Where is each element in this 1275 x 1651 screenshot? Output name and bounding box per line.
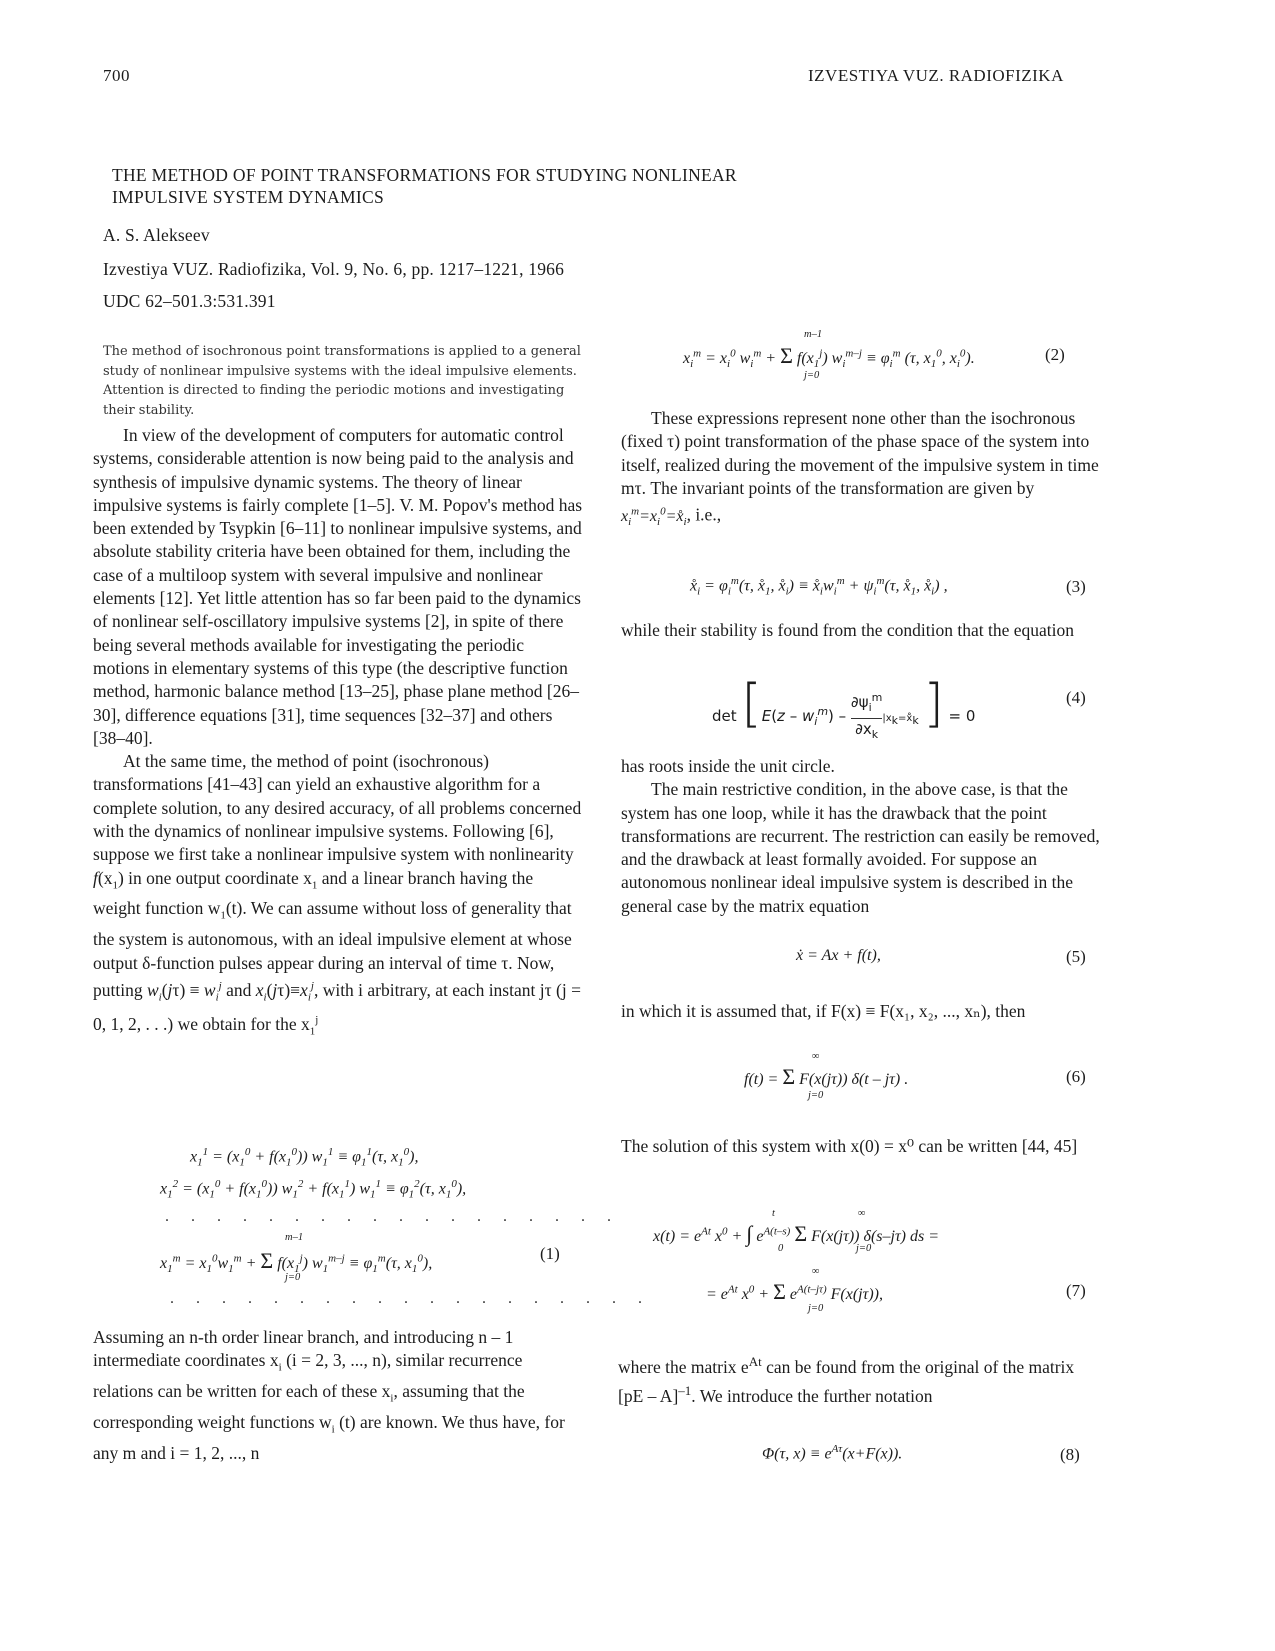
right-column-middle xyxy=(621,755,1103,918)
equation-7-sum2-lower: j=0 xyxy=(808,1303,824,1314)
invariant-points-line: $x_i^m=x_i^0=x̊_i$, i.e., xyxy=(621,504,722,528)
paragraph-isochronous: These expressions represent none other than the isochronous (fixed τ) point transformation of the phase space of the system into itself, realized during the movement of the impulsive system in time mτ. The invariant points of the transformation are given by xyxy=(621,408,1099,498)
equation-1-dots-2: . . . . . . . . . . . . . . . . . . . xyxy=(170,1290,651,1307)
abstract: The method of isochronous point transformations is applied to a general study of nonlinear impulsive systems with the ideal impulsive elements. Attention is directed to finding the periodic motions and investigating their stability. xyxy=(103,344,581,418)
equation-5-number: (5) xyxy=(1066,947,1086,966)
udc-code: UDC 62–501.3:531.391 xyxy=(103,291,276,311)
equation-1-sum-lower: j=0 xyxy=(285,1272,301,1283)
left-column xyxy=(93,424,583,1044)
equation-8-number: (8) xyxy=(1060,1445,1080,1464)
equation-7-line-1: $x(t) = e^{At}$ $x^0$ + ∫ $e^{A(t-s)}$ Σ F(x(jτ)) δ(s–jτ) ds = xyxy=(653,1221,940,1246)
paragraph-unit-circle: has roots inside the unit circle. xyxy=(621,756,835,776)
paragraph-restrictive: The main restrictive condition, in the above case, is that the system has one loop, while it has the drawback that the point transformations are recurrent. The restriction can easily be removed, and the drawback at least formally avoided. For suppose an autonomous nonlinear ideal impulsive system is described in the general case by the matrix equation xyxy=(621,779,1100,916)
equation-4: $\det [E(z - w_i^m)$ – $\partial\psi_i^m$ $\partial x_k$ $|x_k=x̊_k$ ] = 0 xyxy=(712,674,976,741)
equation-3-number: (3) xyxy=(1066,577,1086,596)
title-line-2: IMPULSIVE SYSTEM DYNAMICS xyxy=(112,187,384,207)
equation-1-line-m: $x_1^m = x_1^0w_1^m + \Sigma$ $f(x_1^j) w_1^{m-j} \equiv \varphi_1^m(\tau$, $x_1^0$), xyxy=(160,1248,433,1276)
equation-2-sum-lower: j=0 xyxy=(804,370,820,381)
equation-7-int-upper: t xyxy=(772,1208,775,1219)
equation-2: $x_i^m = x_i^0$ $w_i^m + \Sigma$ $f(x_1^j) w_i^{m-j} \equiv \varphi_i^m$ (τ, $x_1^0$, $x_i^0$). xyxy=(683,343,975,371)
solution-text xyxy=(621,1135,1103,1158)
equation-7-sum-lower: j=0 xyxy=(856,1243,872,1254)
paragraph-nth-order: Assuming an n-th order linear branch, and introducing n – 1 intermediate coordinates $x_i$ (i = 2, 3, ..., n), similar recurrence relations can be written for each of these $x_i$, assuming that the corresponding weight functions $w_i$ (t) are known. We thus have, for any m and i = 1, 2, ..., n xyxy=(93,1327,565,1463)
stability-condition-text xyxy=(621,619,1103,642)
equation-6-number: (6) xyxy=(1066,1067,1086,1086)
equation-1-sum-upper: m–1 xyxy=(285,1232,304,1243)
paragraph-intro: In view of the development of computers for automatic control systems, considerable attention is now being paid to the analysis and synthesis of impulsive dynamic systems. The theory of linear impulsive systems is fairly complete [1–5]. V. M. Popov's method has been extended by Tsypkin [6–11] to nonlinear impulsive systems, and absolute stability criteria have been obtained for them, including the case of a multiloop system with several impulsive and nonlinear elements [12]. Yet little attention has so far been paid to the dynamics of nonlinear self-oscillatory impulsive systems [2], in spite of there being several methods available for investigating the periodic motions in elementary systems of this type (the descriptive function method, harmonic balance method [13–25], phase plane method [26–30], difference equations [31], time sequences [32–37] and others [38–40]. xyxy=(93,425,583,748)
citation: Izvestiya VUZ. Radiofizika, Vol. 9, No. 6, pp. 1217–1221, 1966 xyxy=(103,259,565,279)
equation-1-dots-1: . . . . . . . . . . . . . . . . . . xyxy=(165,1208,620,1225)
paragraph-matrix: where the matrix $e^{At}$ can be found from the original of the matrix [pE – A]$^{-1}$. We introduce the further notation xyxy=(618,1354,1075,1406)
right-column-top xyxy=(621,407,1103,534)
title-line-1: THE METHOD OF POINT TRANSFORMATIONS FOR STUDYING NONLINEAR xyxy=(112,165,737,185)
equation-6: f(t) = Σ F(x(jτ)) δ(t – jτ) . xyxy=(744,1064,909,1089)
equation-6-sum-upper: ∞ xyxy=(812,1051,820,1062)
article-title xyxy=(112,164,872,208)
equation-7-int-lower: 0 xyxy=(778,1243,784,1254)
left-column-bottom xyxy=(93,1326,583,1465)
page-number: 700 xyxy=(103,66,130,85)
paragraph-stability: while their stability is found from the condition that the equation xyxy=(621,620,1074,640)
equation-7-sum2-upper: ∞ xyxy=(812,1266,820,1277)
equation-6-sum-lower: j=0 xyxy=(808,1090,824,1101)
equation-2-sum-upper: m–1 xyxy=(804,329,823,340)
journal-name: IZVESTIYA VUZ. RADIOFIZIKA xyxy=(808,66,1064,85)
assumption-text xyxy=(621,1000,1103,1023)
equation-1-line-1: $x_1^1 = (x_1^0 + f(x_1^0)) w_1^1 \equiv \varphi_1^1(\tau$, $x_1^0$), xyxy=(190,1146,419,1169)
equation-7-line-2: = $e^{At}$ $x^0 + \Sigma$ $e^{A(t-j\tau)}$ F(x(jτ)), xyxy=(706,1279,883,1304)
equation-7-number: (7) xyxy=(1066,1281,1086,1300)
equation-3: $x̊_i = \varphi_i^m(\tau$, $x̊_1$, $x̊_i$) ≡ $x̊_iw_i^m + \psi_i^m(\tau$, $x̊_1$, $x̊_i$) , xyxy=(690,575,948,598)
equation-7-sum-upper: ∞ xyxy=(858,1208,866,1219)
equation-1-line-2: $x_1^2 = (x_1^0 + f(x_1^0)) w_1^2 + f(x_1^1) w_1^1 \equiv \varphi_1^2(\tau$, $x_1^0$), xyxy=(160,1178,467,1201)
paragraph-assumption: in which it is assumed that, if F(x) ≡ F(x₁, x₂, ..., xₙ), then xyxy=(621,1001,1026,1021)
equation-8: Φ(τ, $x) \equiv e^{A\tau}(x+F(x))$. xyxy=(762,1443,903,1463)
paragraph-solution: The solution of this system with x(0) = x⁰ can be written [44, 45] xyxy=(621,1136,1078,1156)
equation-1-number: (1) xyxy=(540,1244,560,1263)
equation-5: ẋ = Ax + f(t), xyxy=(796,947,881,964)
equation-4-number: (4) xyxy=(1066,688,1086,707)
author: A. S. Alekseev xyxy=(103,225,210,245)
matrix-text xyxy=(618,1350,1100,1408)
paragraph-method: At the same time, the method of point (isochronous) transformations [41–43] can yield an exhaustive algorithm for a complete solution, to any desired accuracy, of all problems concerned with the dynamics of nonlinear impulsive systems. Following [6], suppose we first take a nonlinear impulsive system with nonlinearity $f(x_1)$ in one output coordinate $x_1$ and a linear branch having the weight function $w_1(t)$. We can assume without loss of generality that the system is autonomous, with an ideal impulsive element at whose output δ-function pulses appear during an interval of time τ. Now, putting $w_i(j\tau) \equiv w_i^j$ and $x_i(j\tau)\equiv x_i^j$, with i arbitrary, at each instant jτ (j = 0, 1, 2, . . .) we obtain for the $x_1^j$ xyxy=(93,751,582,1038)
equation-2-number: (2) xyxy=(1045,345,1065,364)
